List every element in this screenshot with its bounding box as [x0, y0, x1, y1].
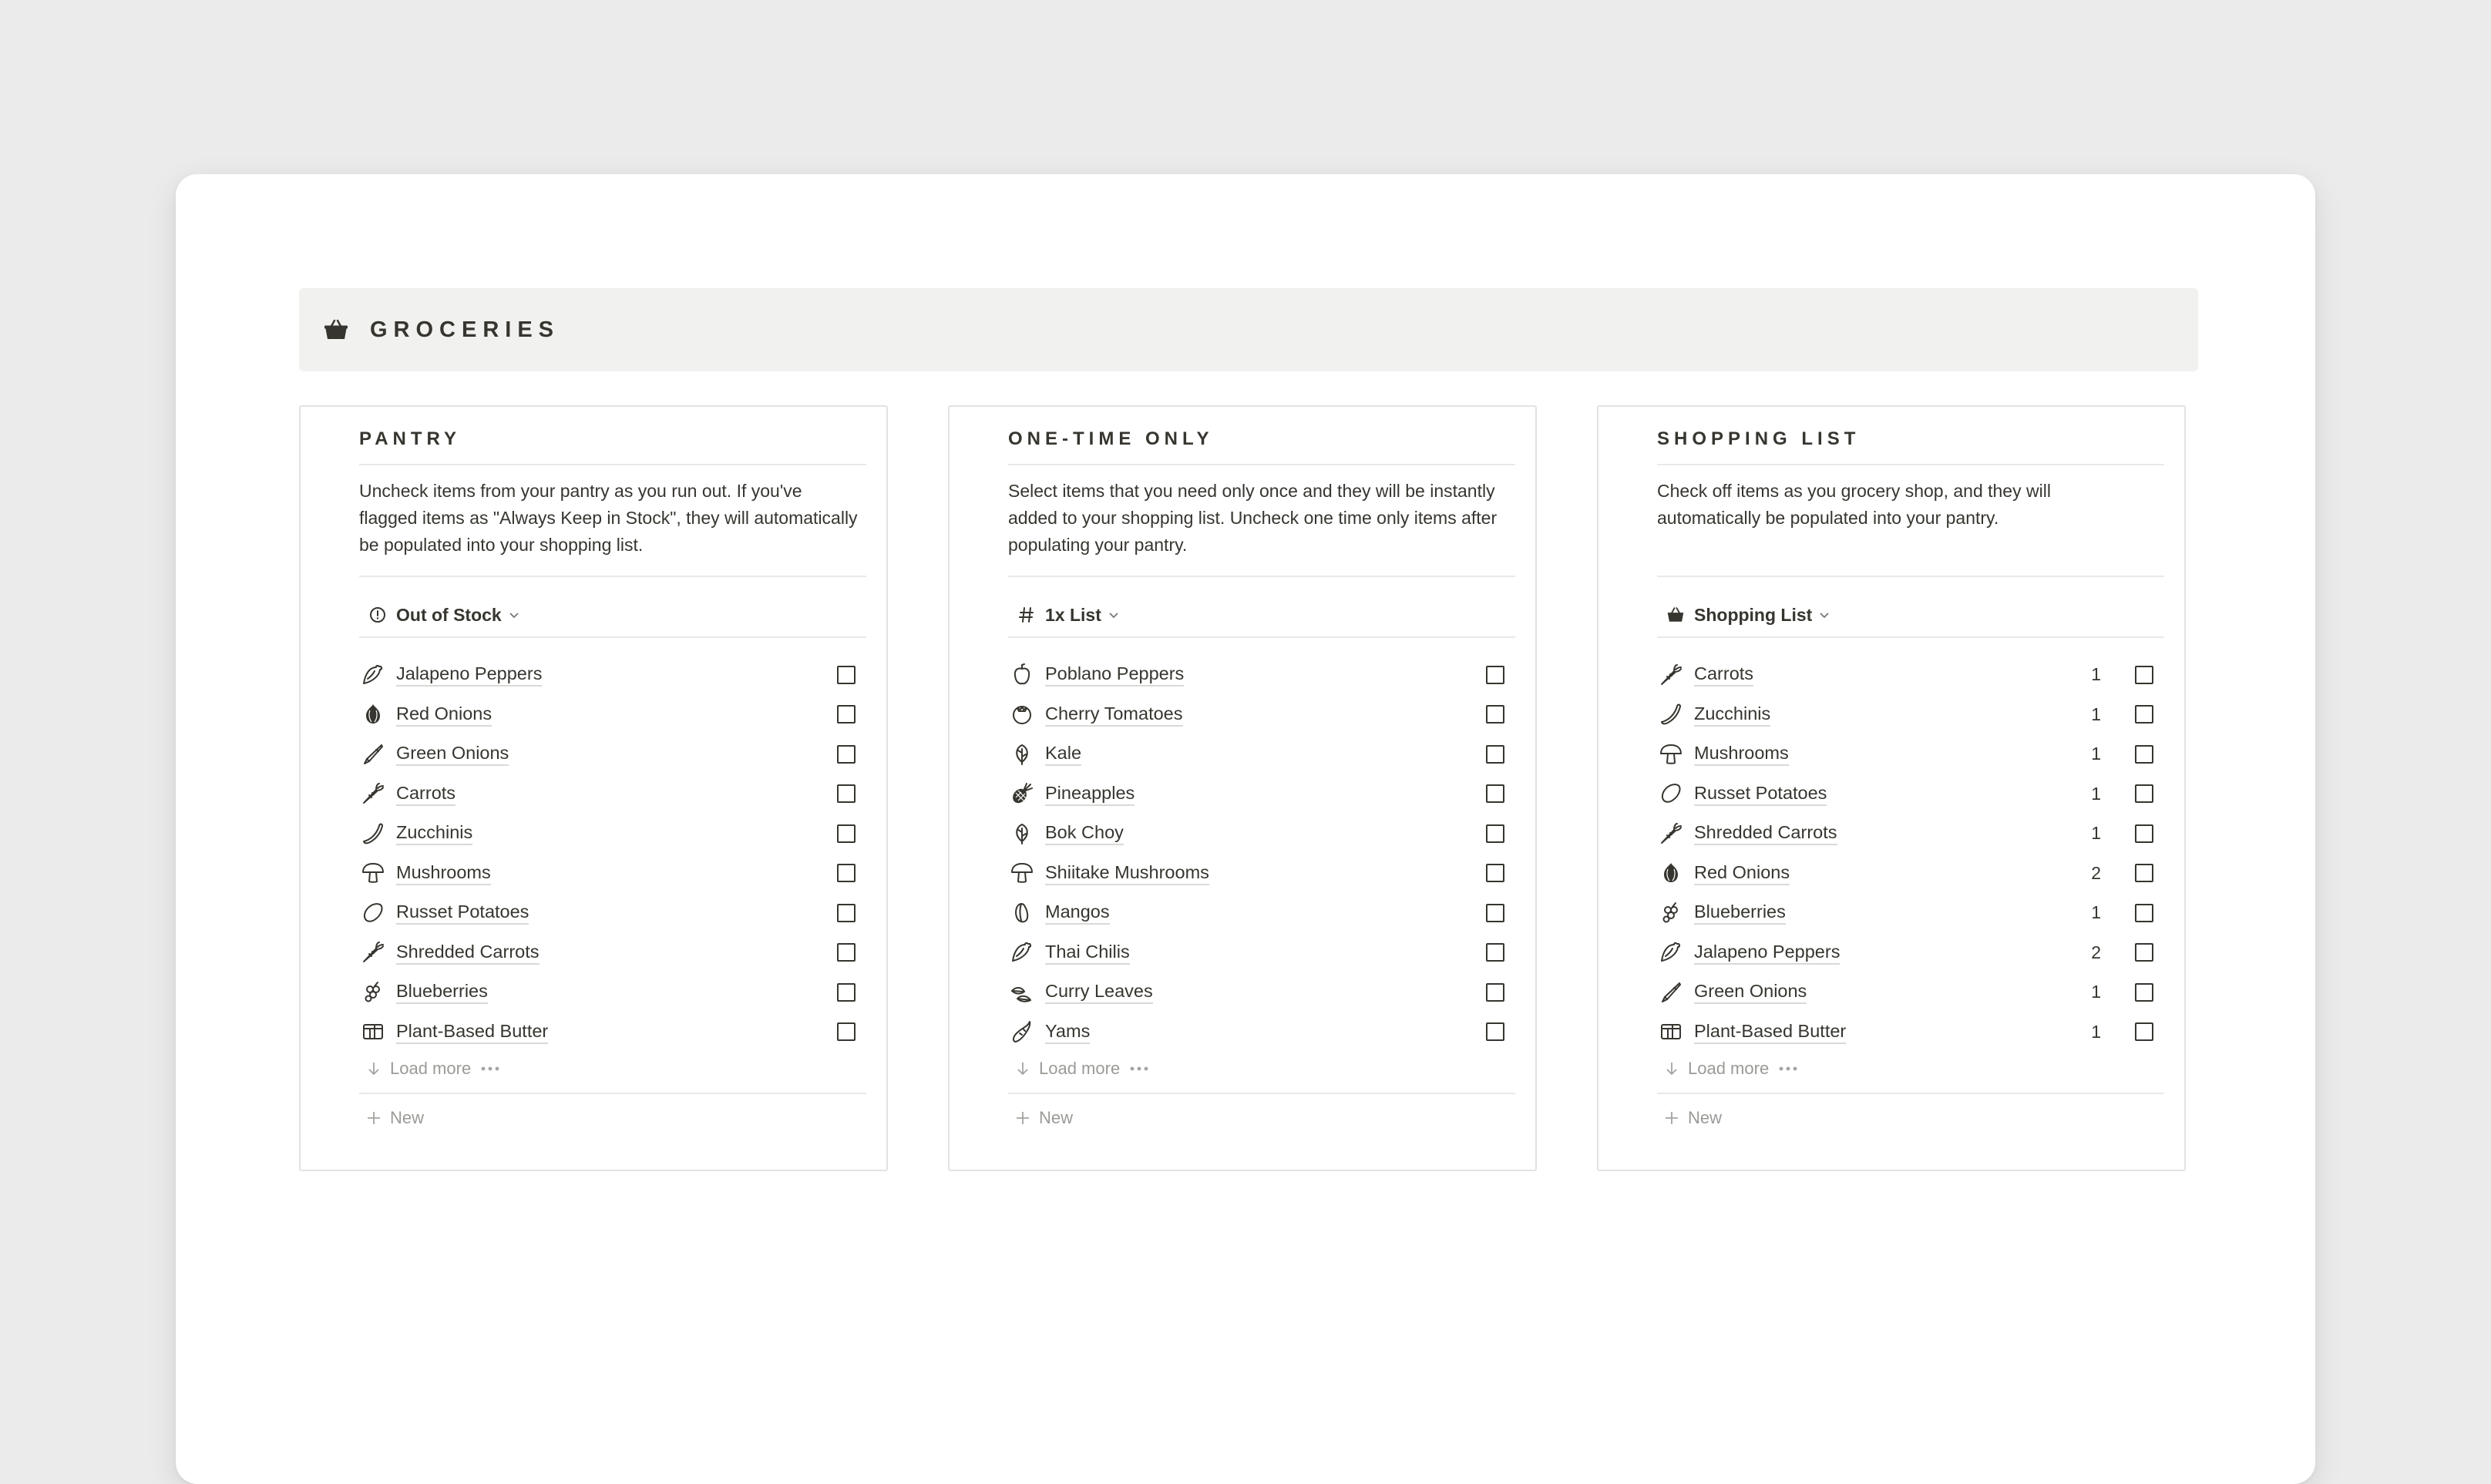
tomato-icon — [1008, 700, 1036, 728]
yam-icon — [1008, 1018, 1036, 1046]
item-checkbox[interactable] — [837, 1022, 856, 1041]
pepper-icon — [359, 661, 387, 689]
item-checkbox[interactable] — [2135, 784, 2153, 803]
item-label[interactable]: Green Onions — [396, 742, 509, 766]
list-item[interactable] — [1657, 774, 2164, 814]
hash-icon — [1016, 604, 1037, 626]
new-label: New — [1039, 1108, 1074, 1127]
item-quantity: 1 — [2091, 902, 2101, 923]
item-list — [359, 655, 866, 1052]
new-label: New — [390, 1108, 425, 1127]
item-label[interactable]: Carrots — [1694, 663, 1753, 687]
onion-icon — [1657, 859, 1685, 887]
divider — [1008, 576, 1515, 577]
item-list — [1657, 655, 2164, 1052]
item-label[interactable]: Shredded Carrots — [396, 941, 540, 965]
item-checkbox[interactable] — [1486, 864, 1504, 882]
list-item[interactable] — [359, 774, 866, 814]
divider — [359, 1093, 866, 1094]
item-checkbox[interactable] — [2135, 1022, 2153, 1041]
list-item[interactable] — [359, 933, 866, 973]
leaf-icon — [1008, 820, 1036, 848]
basket-icon — [321, 314, 351, 345]
item-checkbox[interactable] — [2135, 666, 2153, 684]
plus-icon — [365, 1110, 382, 1126]
item-label[interactable]: Cherry Tomatoes — [1045, 703, 1183, 727]
item-label[interactable]: Green Onions — [1694, 980, 1807, 1004]
list-item[interactable] — [359, 854, 866, 894]
item-label[interactable]: Blueberries — [1694, 901, 1786, 925]
list-item[interactable] — [1008, 695, 1515, 735]
arrow-down-icon — [365, 1060, 382, 1077]
item-label[interactable]: Kale — [1045, 742, 1081, 766]
list-item[interactable] — [1008, 972, 1515, 1012]
item-label[interactable]: Red Onions — [396, 703, 492, 727]
new-label: New — [1688, 1108, 1723, 1127]
chevron-down-icon — [1818, 608, 1832, 622]
item-quantity: 1 — [2091, 744, 2101, 764]
view-tab-label: Out of Stock — [396, 604, 502, 625]
basket-icon — [1665, 604, 1686, 626]
pepper-icon — [1008, 938, 1036, 966]
list-item[interactable] — [1008, 774, 1515, 814]
column-title: PANTRY — [359, 428, 461, 449]
list-item[interactable] — [1657, 972, 2164, 1012]
pineapple-icon — [1008, 780, 1036, 807]
mango-icon — [1008, 899, 1036, 927]
list-item[interactable] — [359, 655, 866, 695]
list-item[interactable] — [1008, 655, 1515, 695]
divider — [1008, 464, 1515, 465]
item-checkbox[interactable] — [837, 824, 856, 843]
item-label[interactable]: Carrots — [396, 782, 456, 806]
item-label[interactable]: Plant-Based Butter — [1694, 1020, 1846, 1044]
item-quantity: 1 — [2091, 664, 2101, 685]
item-label[interactable]: Yams — [1045, 1020, 1090, 1044]
new-item-button[interactable] — [1663, 1108, 1722, 1128]
butter-icon — [1657, 1018, 1685, 1046]
item-label[interactable]: Thai Chilis — [1045, 941, 1130, 965]
item-list — [1008, 655, 1515, 1052]
divider — [1008, 1093, 1515, 1094]
column-description: Select items that you need only once and they will be instantly added to your shopping list. Uncheck one time only items after populating your pantry. — [1008, 481, 1498, 555]
item-checkbox[interactable] — [837, 666, 856, 684]
column-description: Uncheck items from your pantry as you run out. If you've flagged items as "Always Keep in Stock", they will automatically be populated into your shopping list. — [359, 481, 858, 555]
item-quantity: 1 — [2091, 1021, 2101, 1042]
new-item-button[interactable] — [365, 1108, 424, 1128]
list-item[interactable] — [359, 893, 866, 933]
item-checkbox[interactable] — [837, 784, 856, 803]
item-checkbox[interactable] — [837, 943, 856, 962]
item-label[interactable]: Russet Potatoes — [1694, 782, 1827, 806]
more-options-icon[interactable] — [1778, 1066, 1800, 1072]
list-item[interactable] — [1008, 854, 1515, 894]
list-item[interactable] — [1008, 814, 1515, 854]
item-checkbox[interactable] — [2135, 943, 2153, 962]
more-options-icon[interactable] — [480, 1066, 502, 1072]
divider — [1657, 464, 2164, 465]
item-checkbox[interactable] — [1486, 705, 1504, 724]
pepper-icon — [1657, 938, 1685, 966]
item-label[interactable]: Mangos — [1045, 901, 1110, 925]
item-checkbox[interactable] — [1486, 1022, 1504, 1041]
view-tab-shopping-list[interactable] — [1665, 599, 1832, 630]
list-item[interactable] — [359, 734, 866, 774]
arrow-down-icon — [1663, 1060, 1680, 1077]
load-more-button[interactable] — [365, 1059, 502, 1079]
item-label[interactable]: Russet Potatoes — [396, 901, 529, 925]
item-quantity: 2 — [2091, 862, 2101, 883]
load-more-label: Load more — [390, 1059, 472, 1078]
column-title: ONE-TIME ONLY — [1008, 428, 1214, 449]
list-item[interactable] — [1657, 695, 2164, 735]
load-more-label: Load more — [1039, 1059, 1121, 1078]
divider — [1657, 636, 2164, 638]
view-tab-1x-list[interactable] — [1016, 599, 1121, 630]
item-quantity: 1 — [2091, 982, 2101, 1002]
divider — [359, 636, 866, 638]
item-checkbox[interactable] — [1486, 824, 1504, 843]
item-checkbox[interactable] — [837, 705, 856, 724]
item-checkbox[interactable] — [837, 983, 856, 1002]
potato-icon — [359, 899, 387, 927]
item-checkbox[interactable] — [2135, 705, 2153, 724]
item-checkbox[interactable] — [1486, 904, 1504, 922]
chevron-down-icon — [1108, 608, 1121, 622]
list-item[interactable] — [1657, 933, 2164, 973]
green-onion-icon — [1657, 979, 1685, 1006]
leaves-icon — [1008, 979, 1036, 1006]
item-quantity: 1 — [2091, 823, 2101, 844]
list-item[interactable] — [1657, 734, 2164, 774]
load-more-label: Load more — [1688, 1059, 1770, 1078]
item-label[interactable]: Pineapples — [1045, 782, 1135, 806]
list-item[interactable] — [1657, 854, 2164, 894]
mushroom-icon — [1657, 740, 1685, 768]
divider — [1657, 576, 2164, 577]
item-label[interactable]: Shiitake Mushrooms — [1045, 861, 1209, 885]
item-checkbox[interactable] — [837, 745, 856, 764]
list-item[interactable] — [359, 695, 866, 735]
item-quantity: 1 — [2091, 783, 2101, 804]
list-item[interactable] — [359, 1012, 866, 1053]
item-label[interactable]: Mushrooms — [1694, 742, 1789, 766]
more-options-icon[interactable] — [1129, 1066, 1151, 1072]
item-checkbox[interactable] — [2135, 864, 2153, 882]
view-tab-out-of-stock[interactable] — [367, 599, 522, 630]
item-checkbox[interactable] — [2135, 824, 2153, 843]
load-more-button[interactable] — [1014, 1059, 1151, 1079]
item-label[interactable]: Plant-Based Butter — [396, 1020, 548, 1044]
item-checkbox[interactable] — [1486, 666, 1504, 684]
item-label[interactable]: Zucchinis — [396, 821, 472, 845]
item-label[interactable]: Shredded Carrots — [1694, 821, 1837, 845]
carrot-icon — [1657, 661, 1685, 689]
potato-icon — [1657, 780, 1685, 807]
column-title: SHOPPING LIST — [1657, 428, 1861, 449]
plus-icon — [1663, 1110, 1680, 1126]
leaf-icon — [1008, 740, 1036, 768]
chevron-down-icon — [508, 608, 522, 622]
column-one-time-only — [948, 405, 1537, 1171]
item-label[interactable]: Poblano Peppers — [1045, 663, 1184, 687]
item-label[interactable]: Mushrooms — [396, 861, 491, 885]
item-label[interactable]: Zucchinis — [1694, 703, 1770, 727]
item-quantity: 2 — [2091, 942, 2101, 962]
list-item[interactable] — [359, 814, 866, 854]
berries-icon — [359, 979, 387, 1006]
page-card — [176, 174, 2315, 1484]
list-item[interactable] — [1657, 1012, 2164, 1053]
arrow-down-icon — [1014, 1060, 1031, 1077]
carrot-icon — [359, 780, 387, 807]
item-checkbox[interactable] — [837, 864, 856, 882]
divider — [1657, 1093, 2164, 1094]
bell-pepper-icon — [1008, 661, 1036, 689]
list-item[interactable] — [1008, 893, 1515, 933]
zucchini-icon — [1657, 700, 1685, 728]
item-checkbox[interactable] — [2135, 745, 2153, 764]
onion-icon — [359, 700, 387, 728]
list-item[interactable] — [1008, 734, 1515, 774]
list-item[interactable] — [1657, 655, 2164, 695]
list-item[interactable] — [1008, 1012, 1515, 1053]
item-checkbox[interactable] — [2135, 904, 2153, 922]
list-item[interactable] — [1657, 893, 2164, 933]
new-item-button[interactable] — [1014, 1108, 1073, 1128]
item-checkbox[interactable] — [1486, 943, 1504, 962]
item-checkbox[interactable] — [1486, 784, 1504, 803]
divider — [1008, 636, 1515, 638]
carrot-icon — [359, 938, 387, 966]
item-quantity: 1 — [2091, 703, 2101, 724]
alert-circle-icon — [367, 604, 388, 626]
item-checkbox[interactable] — [837, 904, 856, 922]
item-checkbox[interactable] — [1486, 745, 1504, 764]
list-item[interactable] — [1657, 814, 2164, 854]
butter-icon — [359, 1018, 387, 1046]
view-tab-label: 1x List — [1045, 604, 1101, 625]
list-item[interactable] — [1008, 933, 1515, 973]
carrot-icon — [1657, 820, 1685, 848]
column-description: Check off items as you grocery shop, and they will automatically be populated into your pantry. — [1657, 481, 2051, 528]
item-label[interactable]: Jalapeno Peppers — [1694, 941, 1840, 965]
item-label[interactable]: Curry Leaves — [1045, 980, 1153, 1004]
view-tab-label: Shopping List — [1694, 604, 1813, 625]
item-label[interactable]: Bok Choy — [1045, 821, 1124, 845]
mushroom-icon — [359, 859, 387, 887]
list-item[interactable] — [359, 972, 866, 1012]
berries-icon — [1657, 899, 1685, 927]
item-checkbox[interactable] — [2135, 983, 2153, 1002]
load-more-button[interactable] — [1663, 1059, 1800, 1079]
zucchini-icon — [359, 820, 387, 848]
divider — [359, 464, 866, 465]
page-title: GROCERIES — [370, 317, 560, 342]
mushroom-icon — [1008, 859, 1036, 887]
column-shopping-list — [1597, 405, 2186, 1171]
item-label[interactable]: Red Onions — [1694, 861, 1790, 885]
plus-icon — [1014, 1110, 1031, 1126]
column-pantry — [299, 405, 888, 1171]
green-onion-icon — [359, 740, 387, 768]
groceries-banner — [299, 288, 2198, 371]
item-checkbox[interactable] — [1486, 983, 1504, 1002]
divider — [359, 576, 866, 577]
item-label[interactable]: Blueberries — [396, 980, 488, 1004]
item-label[interactable]: Jalapeno Peppers — [396, 663, 542, 687]
